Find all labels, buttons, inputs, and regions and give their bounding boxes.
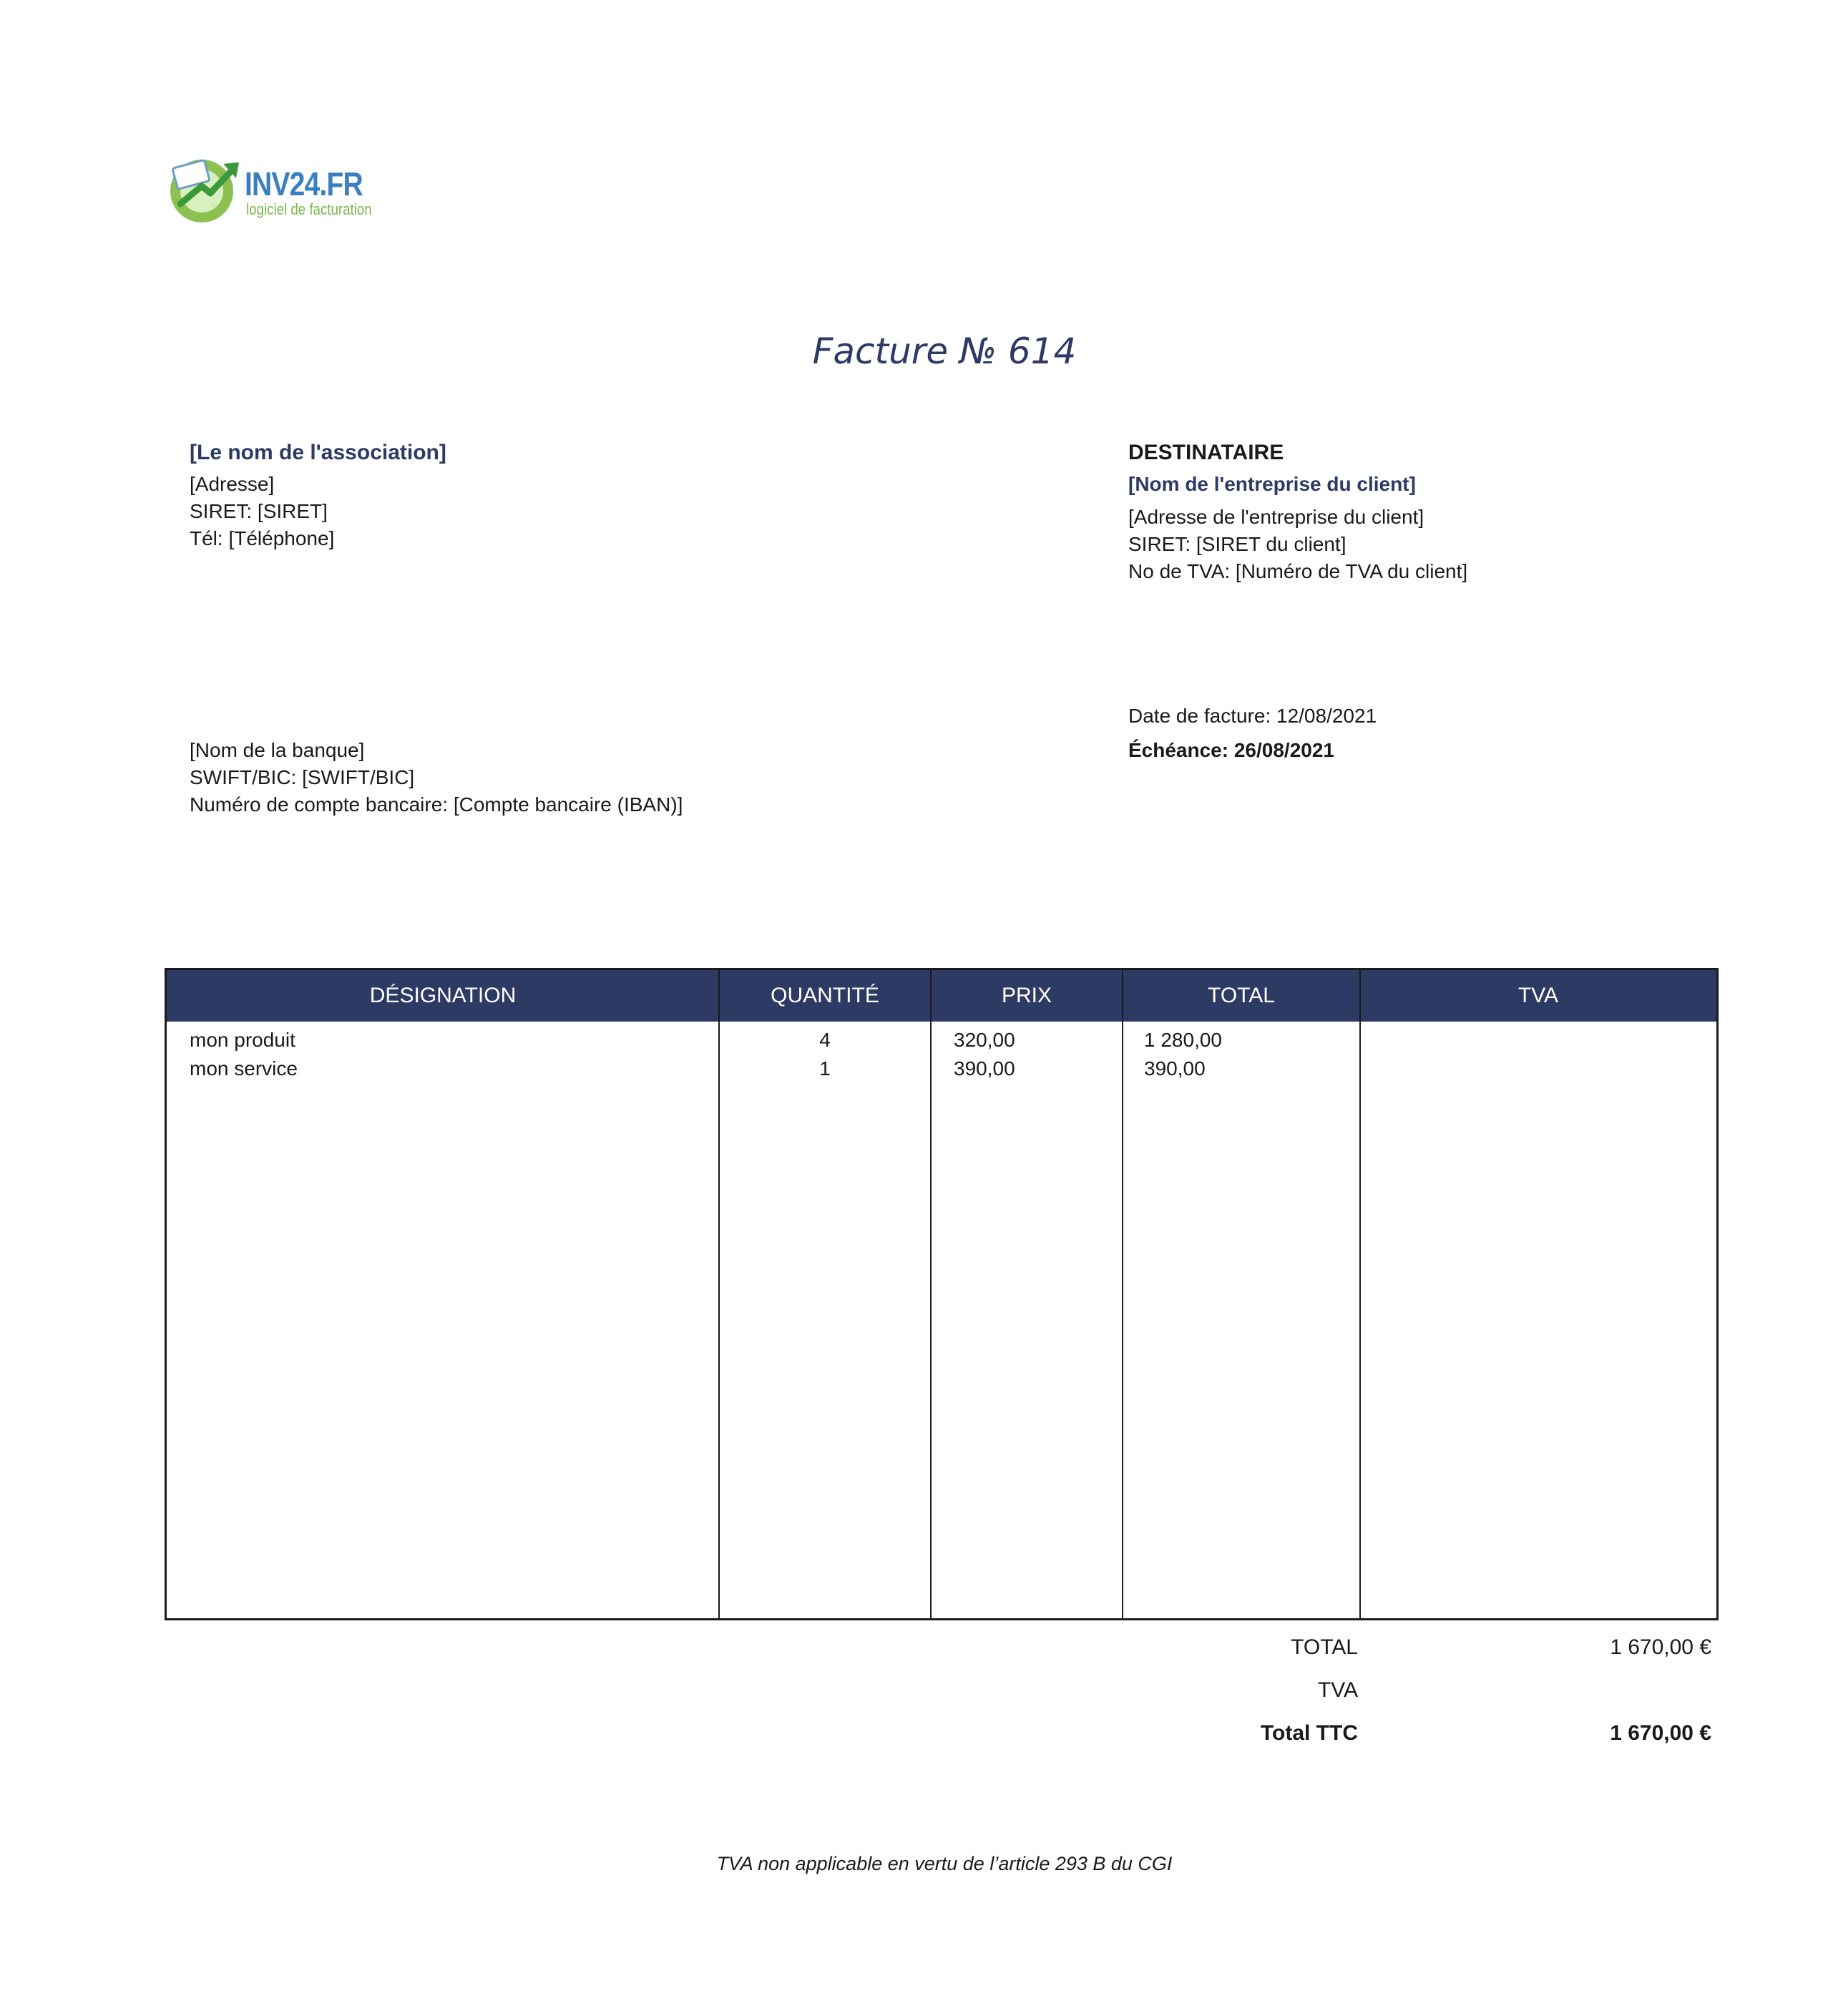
seller-phone: Tél: [Téléphone] [190,527,335,549]
row-designation: mon produit [190,1029,295,1051]
column-header-designation: DÉSIGNATION [369,984,517,1007]
column-header-tva: TVA [1517,984,1559,1007]
seller-name: [Le nom de l'association] [190,441,446,464]
recipient-siret: SIRET: [SIRET du client] [1128,533,1347,555]
due-date: Échéance: 26/08/2021 [1128,739,1334,761]
company-logo [166,150,395,229]
column-header-price: PRIX [1001,984,1052,1007]
row-total: 1 280,00 [1144,1029,1222,1051]
bank-swift: SWIFT/BIC: [SWIFT/BIC] [190,766,415,788]
summary-ttc-value: 1 670,00 € [1610,1721,1711,1745]
recipient-name: [Nom de l'entreprise du client] [1128,473,1416,495]
column-divider [1359,970,1361,1618]
bank-account: Numéro de compte bancaire: [Compte bancaire (IBAN)] [190,793,683,816]
column-divider [1122,970,1123,1618]
recipient-vat: No de TVA: [Numéro de TVA du client] [1128,560,1468,582]
recipient-address: [Adresse de l'entreprise du client] [1128,506,1424,528]
vat-exemption-note: TVA non applicable en vertu de l’article 293 B du CGI [716,1853,1173,1874]
items-table [165,968,1719,1620]
row-quantity: 4 [819,1029,831,1051]
column-header-total: TOTAL [1208,984,1275,1007]
row-price: 320,00 [954,1029,1015,1051]
logo-tagline: logiciel de facturation [246,200,372,218]
summary-ttc-label: Total TTC [1260,1721,1358,1745]
table-header [167,970,1716,1022]
row-quantity: 1 [819,1057,831,1080]
row-designation: mon service [190,1057,298,1080]
invoice-date: Date de facture: 12/08/2021 [1128,705,1377,727]
summary-total-label: TOTAL [1291,1635,1358,1659]
seller-siret: SIRET: [SIRET] [190,500,328,522]
logo-brand: INV24.FR [245,165,363,202]
summary-total-value: 1 670,00 € [1610,1635,1711,1659]
summary-tva-label: TVA [1317,1678,1358,1702]
recipient-heading: DESTINATAIRE [1128,441,1284,464]
row-total: 390,00 [1144,1057,1206,1080]
invoice-title: Facture № 614 [812,331,1077,372]
row-price: 390,00 [954,1057,1015,1080]
logo-icon [166,154,245,225]
seller-address: [Adresse] [190,473,275,495]
bank-name: [Nom de la banque] [190,739,365,761]
column-header-quantity: QUANTITÉ [771,984,879,1007]
